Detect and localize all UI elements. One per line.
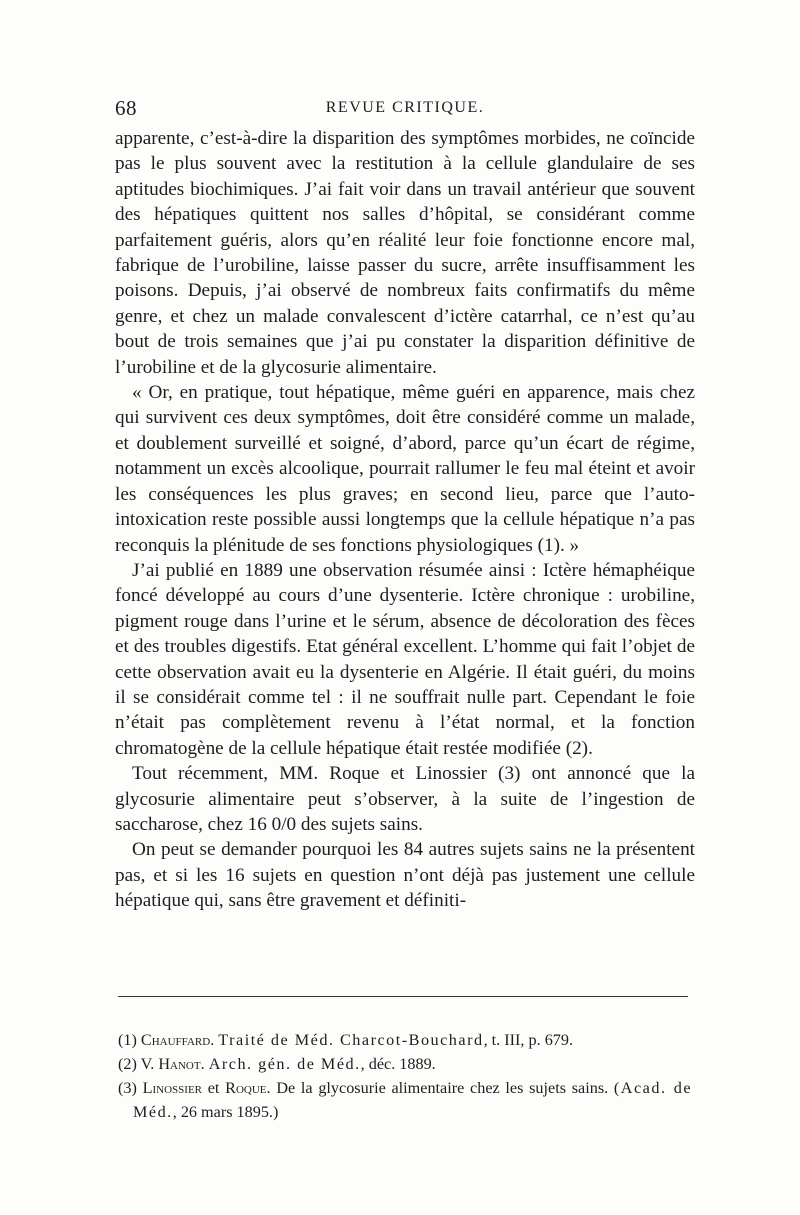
footnote-2: [118, 1052, 692, 1076]
footnote-reference: , déc. 1889.: [360, 1055, 436, 1073]
footnote-3: [118, 1076, 693, 1124]
footnote-lead: V.: [140, 1055, 155, 1073]
paragraph: J’ai publié en 1889 une observation résumée ainsi : Ictère hémaphéique foncé développé au cours d’une dysenterie. Ictère chronique : urobiline, pigment rouge dans l’urine et le sérum, absence de décoloration des fèces et des troubles digestifs. Etat général excellent. L’homme qui fait l’objet de cette observation avait eu la dysenterie en Algérie. Il était guéri, du moins il se considérait comme tel : il ne souffrait nulle part. Cependant le foie n’était pas complètement revenu à l’état normal, et la fonction chromatogène de la cellule hépatique était restée modifiée (2).: [115, 559, 695, 759]
footnotes: [118, 1028, 692, 1124]
running-head: [115, 96, 695, 124]
paragraph: Tout récemment, MM. Roque et Linossier (3) ont annoncé que la glycosurie alimentaire peut s’observer, à la suite de l’ingestion de saccharose, chez 16 0/0 des sujets sains.: [115, 763, 695, 835]
footnote-source: Arch. gén. de Méd.: [208, 1055, 361, 1073]
footnote-author: Linossier: [142, 1079, 203, 1097]
footnote-marker: (1): [118, 1031, 137, 1049]
footnote-title: De la glycosurie alimentaire chez les sujets sains.: [276, 1079, 609, 1097]
footnote-author: Hanot.: [158, 1055, 205, 1073]
footnote-reference: , t. III, p. 679.: [483, 1031, 574, 1049]
footnote-source: Traité de Méd. Charcot-Bouchard: [218, 1031, 484, 1049]
paragraph: « Or, en pratique, tout hépatique, même guéri en apparence, mais chez qui survivent ces deux symptômes, doit être considéré comme un malade, et doublement surveillé et soigné, d’abord, parce qu’un écart de régime, notamment un excès alcoolique, pourrait rallumer le feu mal éteint et avoir les conséquences les plus graves; en second lieu, parce que l’auto-intoxication reste possible aussi longtemps que la cellule hépatique n’a pas reconquis la plénitude de ses fonctions physiologiques (1). »: [115, 382, 695, 556]
footnote-marker: (2): [118, 1055, 137, 1073]
footnote-1: [118, 1028, 692, 1052]
body-text: [115, 126, 695, 914]
footnote-conjunction: et: [207, 1079, 220, 1097]
footnote-marker: (3): [118, 1079, 137, 1097]
journal-title: REVUE CRITIQUE.: [325, 99, 485, 116]
paragraph: On peut se demander pourquoi les 84 autres sujets sains ne la présentent pas, et si les 16 sujets en question n’ont déjà pas justement une cellule hépatique qui, sans être gravement et définiti-: [115, 839, 695, 912]
page-number: 68: [115, 96, 137, 120]
footnote-author-2: Roque.: [225, 1079, 271, 1097]
footnote-source: (Acad. de Méd.: [133, 1079, 693, 1121]
footnote-divider: [118, 996, 688, 997]
footnote-reference: , 26 mars 1895.): [172, 1103, 279, 1121]
footnote-author: Chauffard.: [140, 1031, 215, 1049]
paragraph: apparente, c’est-à-dire la disparition des symptômes morbides, ne coïncide pas le plus souvent avec la restitution à la cellule glandulaire de ses aptitudes biochimiques. J’ai fait voir dans un travail antérieur que souvent des hépatiques quittent nos salles d’hôpital, se considérant comme parfaitement guéris, alors qu’en réalité leur foie fonctionne encore mal, fabrique de l’urobiline, laisse passer du sucre, arrête insuffisamment les poisons. Depuis, j’ai observé de nombreux faits confirmatifs du même genre, et chez un malade convalescent d’ictère catarrhal, ce n’est qu’au bout de trois semaines que j’ai pu constater la disparition définitive de l’urobiline et de la glycosurie alimentaire.: [115, 128, 695, 378]
